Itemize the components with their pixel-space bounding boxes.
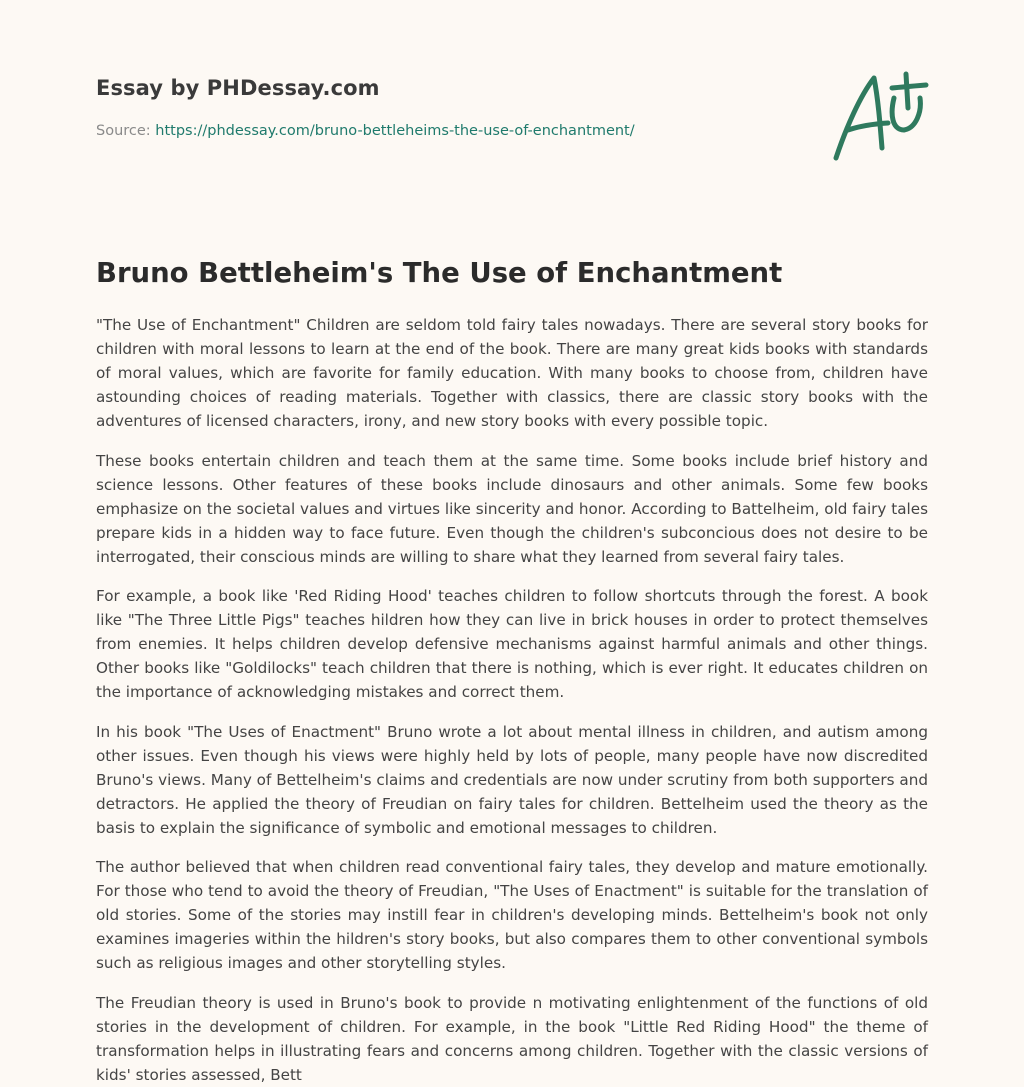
essay-paragraph: In his book "The Uses of Enactment" Bruno wrote a lot about mental illness in children, and autism among other issues. Even though his views were highly held by lots of people, many people have now discredited Bruno's views. Many of Bettelheim's claims and credentials are now under scrutiny from both supporters and detractors. He applied the theory of Freudian on fairy tales for children. Bettelheim used the theory as the basis to explain the significance of symbolic and emotional messages to children.: [96, 722, 928, 837]
essay-paragraph: "The Use of Enchantment" Children are seldom told fairy tales nowadays. There are several story books for children with moral lessons to learn at the end of the book. There are many great kids books with standards of moral values, which are favorite for family education. With many books to choose from, children have astounding choices of reading materials. Together with classics, there are classic story books with the adventures of licensed characters, irony, and new story books with every possible topic.: [96, 316, 928, 430]
site-title: Essay by PHDessay.com: [96, 76, 380, 100]
a-plus-grade-icon: [826, 68, 930, 164]
essay-body: [96, 313, 928, 1087]
source-line: [96, 123, 635, 139]
essay-title: Bruno Bettleheim's The Use of Enchantment: [96, 257, 783, 289]
essay-paragraph: The author believed that when children read conventional fairy tales, they develop and mature emotionally. For those who tend to avoid the theory of Freudian, "The Uses of Enactment" is suitable for the translation of old stories. Some of the stories may instill fear in children's developing minds. Bettelheim's book not only examines imageries within the hildren's story books, but also compares them to other conventional symbols such as religious images and other storytelling styles.: [96, 858, 928, 972]
essay-paragraph: The Freudian theory is used in Bruno's book to provide n motivating enlightenment of the functions of old stories in the development of children. For example, in the book "Little Red Riding Hood" the theme of transformation helps in illustrating fears and concerns among children. Together with the classic versions of kids' stories assessed, Bett: [96, 993, 928, 1084]
source-link[interactable]: https://phdessay.com/bruno-bettleheims-the-use-of-enchantment/: [155, 123, 635, 139]
page-header: [96, 0, 928, 200]
essay-paragraph: For example, a book like 'Red Riding Hood' teaches children to follow shortcuts through the forest. A book like "The Three Little Pigs" teaches hildren how they can live in brick houses in order to protect themselves from enemies. It helps children develop defensive mechanisms against harmful animals and other things. Other books like "Goldilocks" teach children that there is nothing, which is ever right. It educates children on the importance of acknowledging mistakes and correct them.: [96, 587, 928, 701]
source-label: Source:: [96, 123, 156, 139]
essay-paragraph: These books entertain children and teach them at the same time. Some books include brief history and science lessons. Other features of these books include dinosaurs and other animals. Some few books emphasize on the societal values and virtues like sincerity and honor. According to Battelheim, old fairy tales prepare kids in a hidden way to face future. Even though the children's subconcious does not desire to be interrogated, their conscious minds are willing to share what they learned from several fairy tales.: [96, 451, 928, 566]
